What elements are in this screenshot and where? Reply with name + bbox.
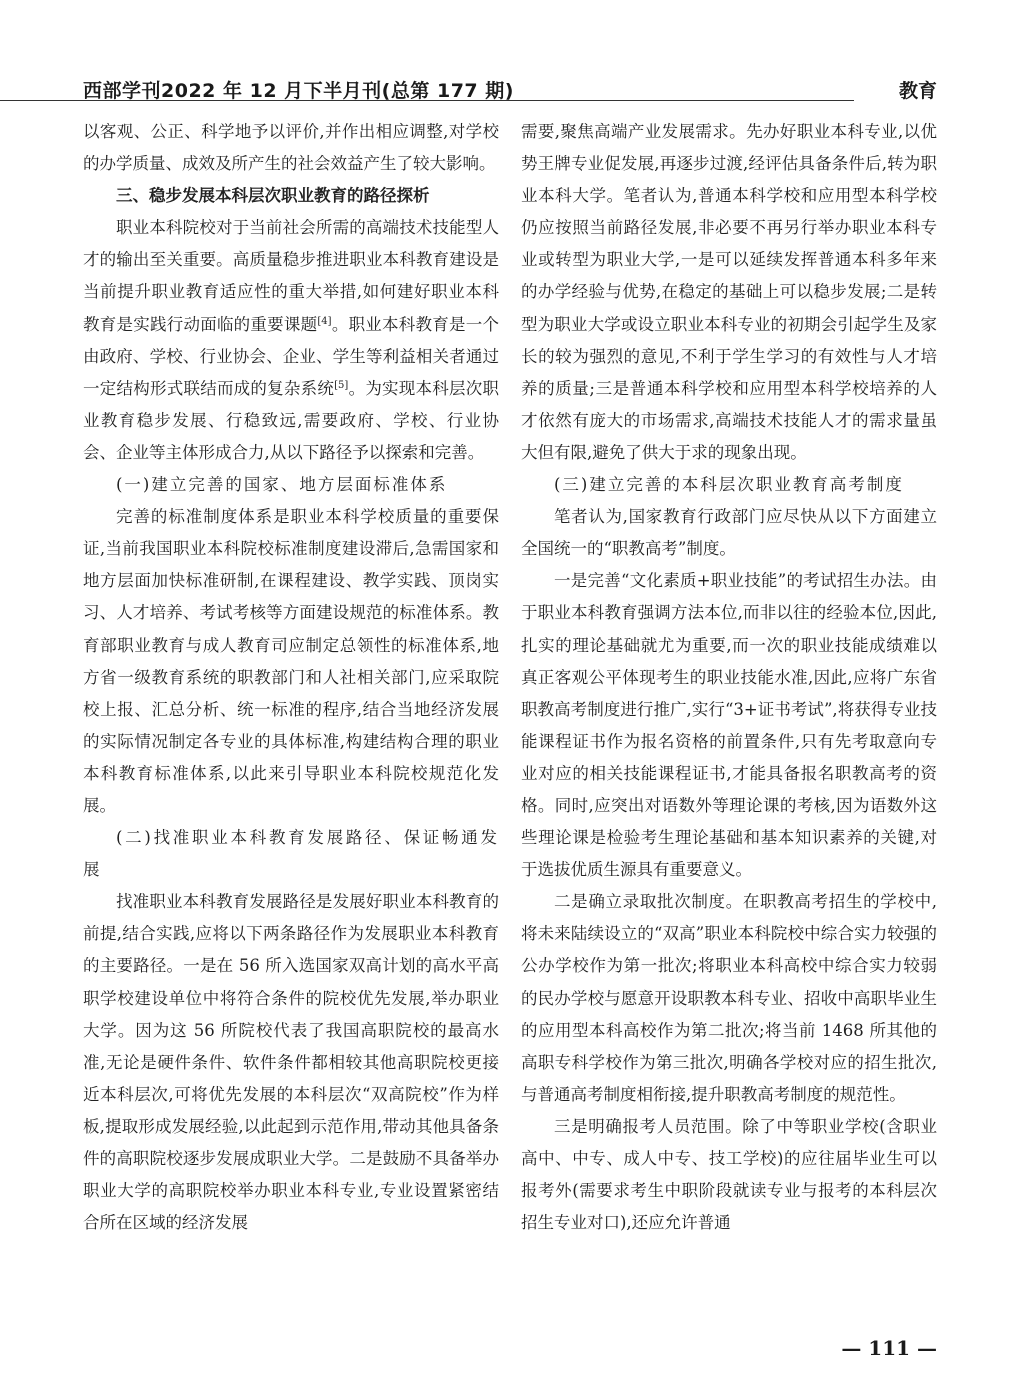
citation-ref: [5] (334, 379, 349, 391)
paragraph: 找准职业本科教育发展路径是发展好职业本科教育的前提,结合实践,应将以下两条路径作为发展职业本科教育的主要路径。一是在 56 所入选国家双高计划的高水平高职学校建设单位中将符合条件的院校优先发展,举办职业大学。因为这 56 所院校代表了我国高职院校的最高水准,无论是硬件条件、软件条件都相较其他高职院校更接近本科层次,可将优先发展的本科层次“双高院校”作为样板,提取形成发展经验,以此起到示范作用,带动其他具备条件的高职院校逐步发展成职业大学。二是鼓励不具备举办职业大学的高职院校举办职业本科专业,专业设置紧密结合所在区域的经济发展 (83, 892, 499, 1233)
paragraph-continued: 需要,聚焦高端产业发展需求。先办好职业本科专业,以优势王牌专业促发展,再逐步过渡,经评估具备条件后,转为职业本科大学。笔者认为,普通本科学校和应用型本科学校仍应按照当前路径发展,非必要不再另行举办职业本科专业或转型为职业大学,一是可以延续发挥普通本科多年来的办学经验与优势,在稳定的基础上可以稳步发展;二是转型为职业大学或设立职业本科专业的初期会引起学生及家长的较为强烈的意见,不利于学生学习的有效性与人才培养的质量;三是普通本科学校和应用型本科学校培养的人才依然有庞大的市场需求,高端技术技能人才的需求量虽大但有限,避免了供大于求的现象出现。 (521, 122, 937, 462)
paragraph: 笔者认为,国家教育行政部门应尽快从以下方面建立全国统一的“职教高考”制度。 (521, 507, 937, 559)
issue-info: 2022 年 12 月下半月刊(总第 177 期) (161, 80, 514, 102)
citation-ref: [4] (317, 315, 332, 327)
paragraph: 一是完善“文化素质+职业技能”的考试招生办法。由于职业本科教育强调方法本位,而非以往的经验本位,因此,扎实的理论基础就尤为重要,而一次的职业技能成绩难以真正客观公平体现考生的职业技能水准,因此,应将广东省职教高考制度进行推广,实行“3+证书考试”,将获得专业技能课程证书作为报名资格的前置条件,只有先考取意向专业对应的相关技能课程证书,才能具备报名职教高考的资格。同时,应突出对语数外等理论课的考核,因为语数外这些理论课是检验考生理论基础和基本知识素养的关键,对于选拔优质生源具有重要意义。 (521, 571, 937, 880)
subsection-heading: (一)建立完善的国家、地方层面标准体系 (116, 475, 448, 495)
paragraph (83, 212, 499, 469)
journal-issue (83, 76, 514, 103)
right-column (521, 116, 937, 1239)
paragraph-text: 。为实现本科层次职业教育稳步发展、行稳致远,需要政府、学校、行业协会、企业等主体形成合力,从以下路径予以探索和完善。 (83, 378, 500, 462)
subsection-heading: (三)建立完善的本科层次职业教育高考制度 (554, 475, 904, 495)
section-heading: 三、稳步发展本科层次职业教育的路径探析 (116, 186, 430, 206)
header-rule (0, 100, 854, 101)
paragraph: 三是明确报考人员范围。除了中等职业学校(含职业高中、中专、成人中专、技工学校)的应往届毕业生可以报考外(需要求考生中职阶段就读专业与报考的本科层次招生专业对口),还应允许普通 (521, 1116, 937, 1233)
journal-name: 西部学刊 (83, 80, 162, 102)
paragraph-text: 。职业本科教育是一个由政府、学校、行业协会、企业、学生等利益相关者通过一定结构形式联结而成的复杂系统 (83, 314, 500, 398)
left-column (83, 116, 499, 1239)
section-name: 教育 (898, 80, 937, 102)
paragraph-continued: 以客观、公正、科学地予以评价,并作出相应调整,对学校的办学质量、成效及所产生的社会效益产生了较大影响。 (83, 122, 499, 174)
paragraph-text: 职业本科院校对于当前社会所需的高端技术技能型人才的输出至关重要。高质量稳步推进职业本科教育建设是当前提升职业教育适应性的重大举措,如何建好职业本科教育是实践行动面临的重要课题 (83, 218, 499, 334)
page-number: — 111 — (841, 1336, 937, 1360)
subsection-heading: (二)找准职业本科教育发展路径、保证畅通发展 (83, 828, 499, 880)
paragraph: 二是确立录取批次制度。在职教高考招生的学校中,将未来陆续设立的“双高”职业本科院校中综合实力较强的公办学校作为第一批次;将职业本科高校中综合实力较弱的民办学校与愿意开设职教本科专业、招收中高职毕业生的应用型本科高校作为第二批次;将当前 1468 所其他的高职专科学校作为第三批次,明确各学校对应的招生批次,与普通高考制度相衔接,提升职教高考制度的规范性。 (521, 892, 937, 1104)
paragraph: 完善的标准制度体系是职业本科学校质量的重要保证,当前我国职业本科院校标准制度建设滞后,急需国家和地方层面加快标准研制,在课程建设、教学实践、顶岗实习、人才培养、考试考核等方面建设规范的标准体系。教育部职业教育与成人教育司应制定总领性的标准体系,地方省一级教育系统的职教部门和人社相关部门,应采取院校上报、汇总分析、统一标准的程序,结合当地经济发展的实际情况制定各专业的具体标准,构建结构合理的职业本科教育标准体系,以此来引导职业本科院校规范化发展。 (83, 507, 499, 815)
